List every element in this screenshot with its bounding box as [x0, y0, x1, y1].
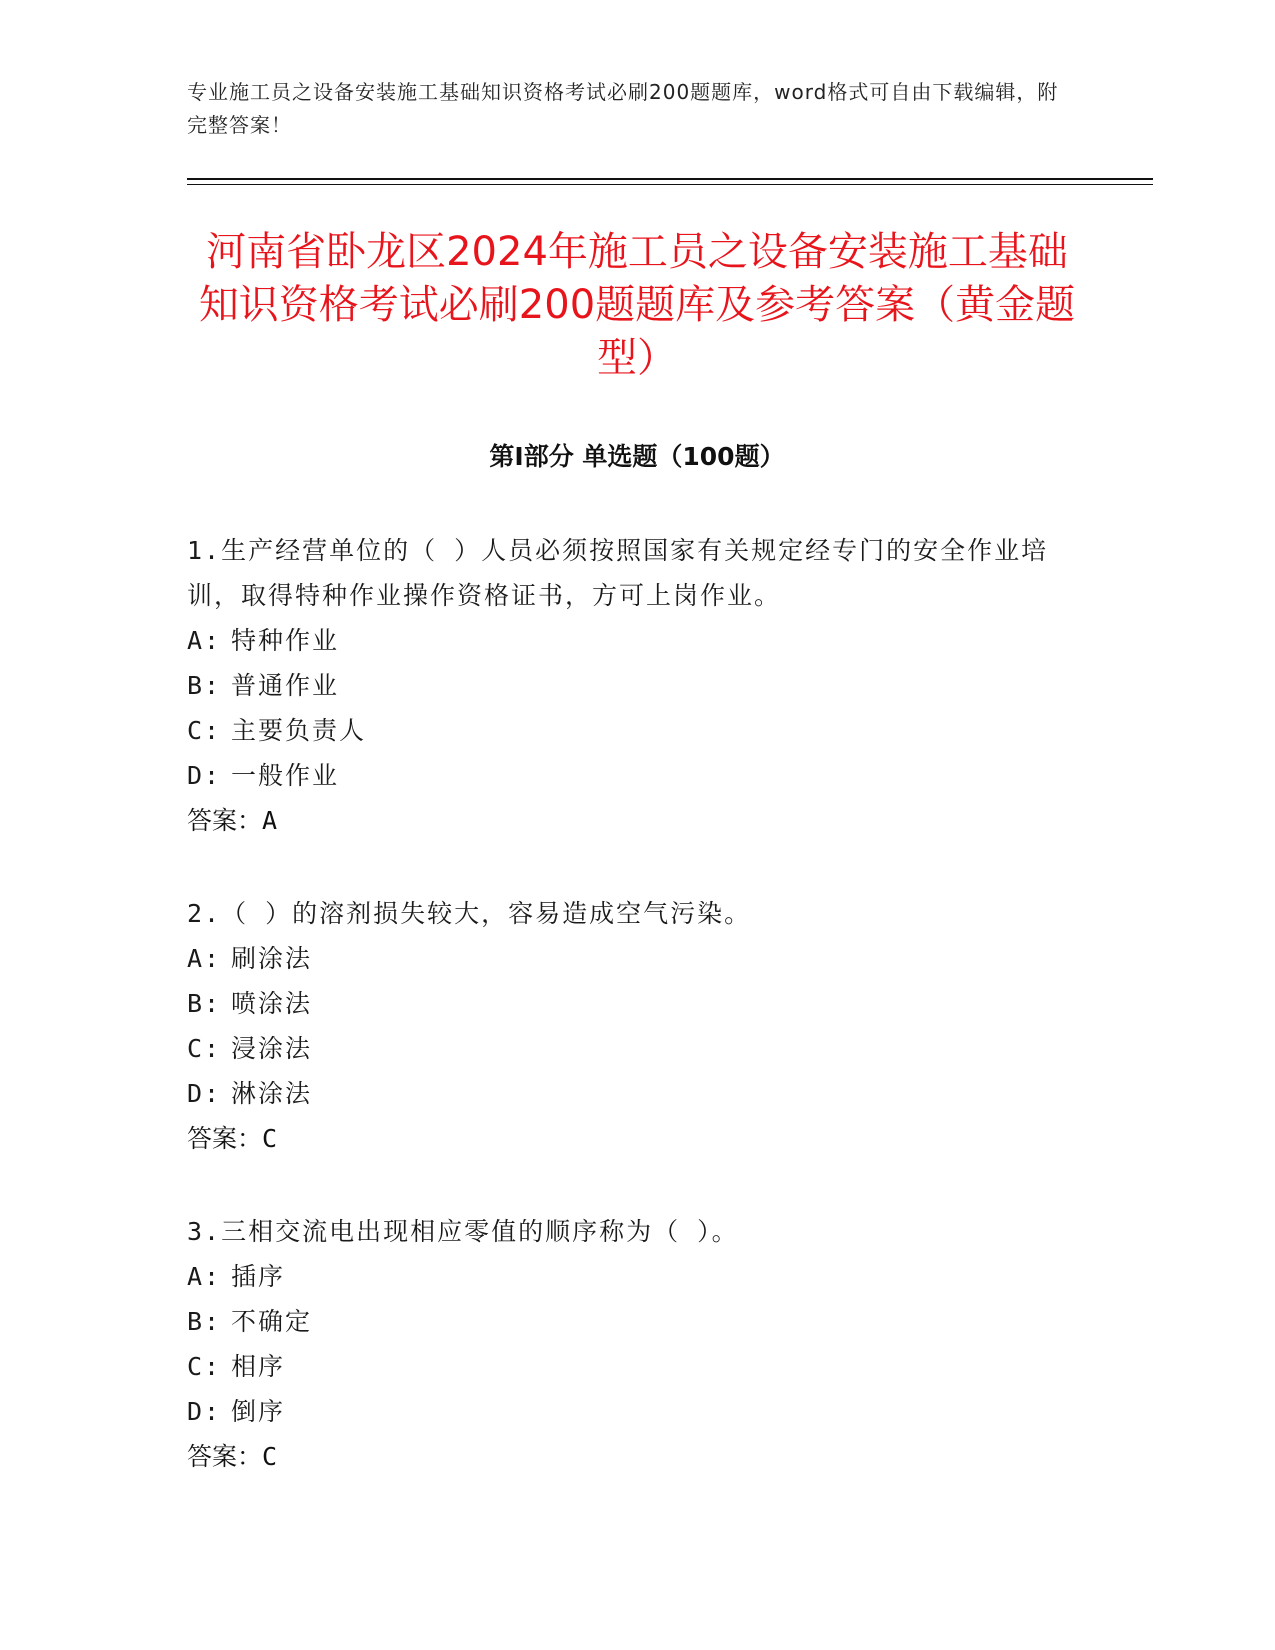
answer-label: 答案： [187, 806, 263, 835]
option-text: 喷涂法 [231, 989, 313, 1018]
question-list [187, 528, 1087, 1527]
option-a [187, 618, 1087, 663]
answer-label: 答案： [187, 1124, 263, 1153]
option-b [187, 1299, 1087, 1344]
option-key: C: [187, 716, 222, 745]
question-1 [187, 528, 1087, 843]
option-c [187, 1026, 1087, 1071]
option-text: 特种作业 [231, 626, 340, 655]
answer-line [187, 1434, 1087, 1479]
header-divider-thin [187, 184, 1153, 185]
option-d [187, 753, 1087, 798]
option-d [187, 1071, 1087, 1116]
answer-value: A [262, 806, 278, 835]
header-divider-thick [187, 178, 1153, 180]
question-stem: 3.三相交流电出现相应零值的顺序称为（ ）。 [187, 1217, 739, 1246]
option-key: C: [187, 1034, 222, 1063]
option-text: 淋涂法 [231, 1079, 313, 1108]
option-text: 不确定 [231, 1307, 313, 1336]
option-key: B: [187, 671, 222, 700]
option-text: 刷涂法 [231, 944, 313, 973]
option-key: C: [187, 1352, 222, 1381]
answer-label: 答案： [187, 1442, 263, 1471]
header-note: 专业施工员之设备安装施工基础知识资格考试必刷200题题库，word格式可自由下载编辑，附完整答案！ [187, 80, 1059, 137]
option-b [187, 663, 1087, 708]
question-3 [187, 1209, 1087, 1479]
question-stem: 2.（ ）的溶剂损失较大，容易造成空气污染。 [187, 899, 752, 928]
option-text: 插序 [231, 1262, 286, 1291]
question-2 [187, 891, 1087, 1161]
option-key: D: [187, 1079, 222, 1108]
answer-value: C [262, 1124, 278, 1153]
option-text: 普通作业 [231, 671, 340, 700]
option-text: 一般作业 [231, 761, 340, 790]
answer-value: C [262, 1442, 278, 1471]
option-text: 浸涂法 [231, 1034, 313, 1063]
option-key: A: [187, 1262, 222, 1291]
option-d [187, 1389, 1087, 1434]
option-text: 相序 [231, 1352, 286, 1381]
option-key: B: [187, 1307, 222, 1336]
option-text: 倒序 [231, 1397, 286, 1426]
option-key: A: [187, 944, 222, 973]
answer-line [187, 1116, 1087, 1161]
option-c [187, 1344, 1087, 1389]
option-key: B: [187, 989, 222, 1018]
option-c [187, 708, 1087, 753]
option-b [187, 981, 1087, 1026]
question-stem: 1.生产经营单位的（ ）人员必须按照国家有关规定经专门的安全作业培训，取得特种作业操作资格证书，方可上岗作业。 [187, 536, 1049, 610]
option-a [187, 936, 1087, 981]
answer-line [187, 798, 1087, 843]
document-title: 河南省卧龙区2024年施工员之设备安装施工基础知识资格考试必刷200题题库及参考答案（黄金题型） [198, 229, 1076, 381]
section-heading: 第Ⅰ部分 单选题（100题） [489, 442, 785, 471]
option-key: D: [187, 761, 222, 790]
option-a [187, 1254, 1087, 1299]
option-key: D: [187, 1397, 222, 1426]
option-text: 主要负责人 [231, 716, 367, 745]
option-key: A: [187, 626, 222, 655]
